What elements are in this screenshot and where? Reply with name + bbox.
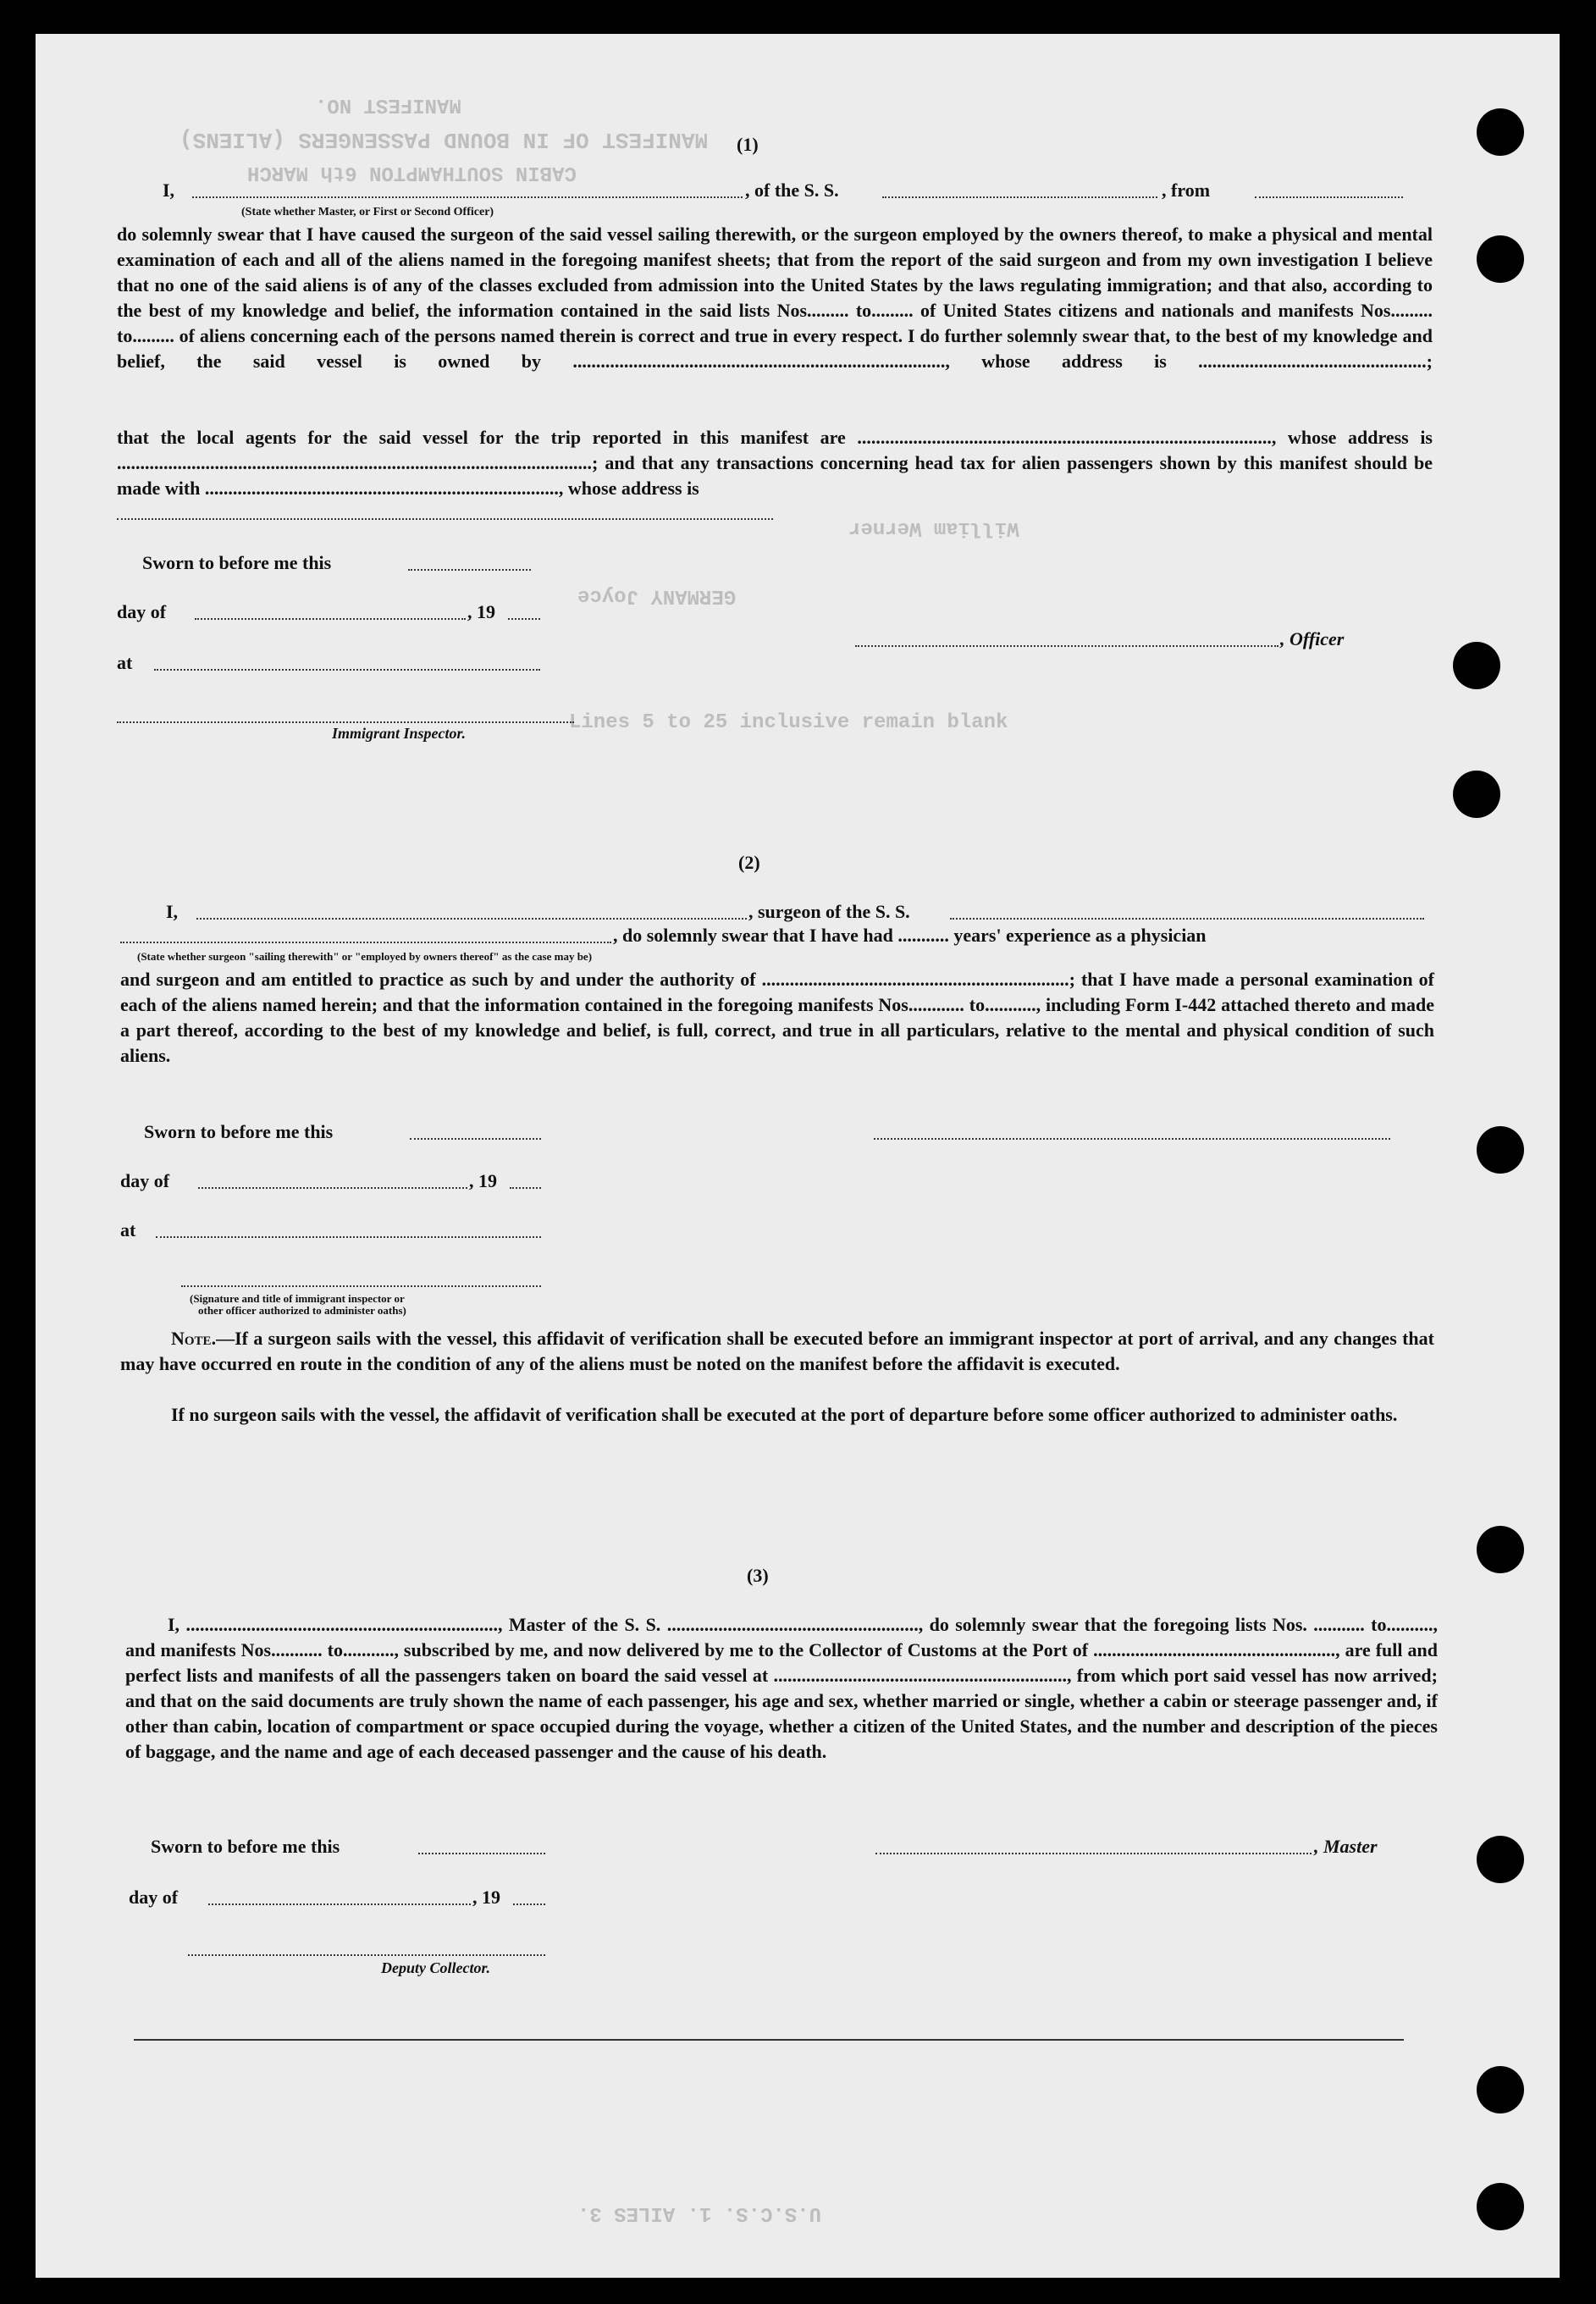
- section-1-of-ss-label: , of the S. S.: [745, 180, 839, 201]
- section-3-master-label: , Master: [1314, 1836, 1378, 1857]
- year-blank: [508, 618, 540, 620]
- section-3-year-label: , 19: [472, 1887, 500, 1908]
- section-2-sworn-label: Sworn to before me this: [144, 1121, 334, 1142]
- punch-hole: [1477, 235, 1524, 283]
- month-blank: [195, 618, 466, 620]
- surgeon-signature-blank: [874, 1138, 1390, 1140]
- section-1-oath-paragraph: do solemnly swear that I have caused the surgeon of the said vessel sailing therewith, or the surgeon employed by the owners thereof, to make a physical and mental examination of each and all of the aliens named in the foregoing manifest sheets; that from the report of the said surgeon and from my own investigation I believe that no one of the said aliens is of any of the classes excluded from admission into the United States by the laws regulating immigration; and that also, according to the best of my knowledge and belief, the information contained in the said lists Nos......... to......... of United States citizens and nationals and manifests Nos......... to......... of aliens concerning each of the persons named therein is correct and true in every respect. I do further solemnly swear that, to the best of my knowledge and belief, the said vessel is owned by ................................................................................, whose address is .................................................;: [117, 224, 1433, 372]
- section-2-i-label: I,: [166, 901, 179, 922]
- note-label: Note.: [171, 1328, 217, 1349]
- bleed-through-text: Lines 5 to 25 inclusive remain blank: [569, 711, 1008, 734]
- from-port-blank: [1255, 196, 1403, 198]
- year-blank: [513, 1903, 545, 1905]
- section-3-day-of-label: day of: [129, 1887, 179, 1908]
- punch-hole: [1453, 642, 1500, 689]
- section-1-sworn-label: Sworn to before me this: [142, 552, 332, 573]
- section-2-sig-note-1: (Signature and title of immigrant inspector or: [190, 1292, 405, 1305]
- bottom-rule: [134, 2039, 1404, 2041]
- sworn-day-blank: [408, 569, 531, 571]
- punch-hole: [1477, 2066, 1524, 2113]
- note-text: —If a surgeon sails with the vessel, this affidavit of verification shall be executed before an immigrant inspector at port of arrival, and any changes that may have occurred en route in the condition of any of the aliens must be noted on the manifest before the affidavit is executed.: [120, 1328, 1434, 1374]
- punch-hole: [1477, 2183, 1524, 2230]
- master-signature-blank: [875, 1853, 1312, 1854]
- officer-signature-blank: [855, 645, 1278, 647]
- surgeon-status-blank: [120, 942, 611, 943]
- month-blank: [198, 1187, 467, 1189]
- section-1-state-note: (State whether Master, or First or Second Officer): [241, 206, 494, 218]
- section-1-agents-paragraph: that the local agents for the said vessel for the trip reported in this manifest are ........................................................................................., whose address is ......................................................................................................; and that any transactions concerning head tax for alien passengers shown by this manifest should be made with ............................................................................, whose address is: [117, 427, 1433, 499]
- section-2-note-paragraph: [120, 1326, 1434, 1377]
- section-1-inspector-label: Immigrant Inspector.: [332, 725, 467, 742]
- ship-name-blank: [882, 196, 1157, 198]
- document-page: [36, 34, 1560, 2278]
- section-2-note-paragraph-2: If no surgeon sails with the vessel, the affidavit of verification shall be executed at the port of departure before some officer authorized to administer oaths.: [171, 1404, 1398, 1425]
- section-1-year-label: , 19: [467, 601, 495, 622]
- section-2-at-label: at: [120, 1219, 136, 1240]
- bleed-through-text: MANIFEST OF IN BOUND PASSENGERS (ALIENS): [179, 127, 709, 152]
- section-2-swear-label: , do solemnly swear that I have had ........... years' experience as a physician: [613, 925, 1207, 946]
- bleed-through-text: CABIN SOUTHAMPTON 6th MARCH: [247, 161, 577, 184]
- section-3-sworn-label: Sworn to before me this: [151, 1836, 340, 1857]
- section-3-deputy-label: Deputy Collector.: [381, 1959, 490, 1976]
- punch-hole: [1477, 1836, 1524, 1883]
- section-2-oath-paragraph: and surgeon and am entitled to practice as such by and under the authority of ..................................................................; that I have made a personal examination of each of the aliens named herein; and that the information contained in the foregoing manifests Nos............ to..........., including Form I-442 attached thereto and made a part thereof, according to the best of my knowledge and belief, is full, correct, and true in all particulars, relative to the mental and physical condition of such aliens.: [120, 969, 1434, 1066]
- inspector-signature-blank: [117, 721, 574, 723]
- section-3-oath-paragraph: I, ..................................................................., Master of the S. S. ......................................................, do solemnly swear that the foregoing lists Nos. ........... to.........., and manifests Nos........... to..........., subscribed by me, and now delivered by me to the Collector of Customs at the Port of ...................................................., are full and perfect lists and manifests of all the passengers taken on board the said vessel at ..............................................................., from which port said vessel has now arrived; and that on the said documents are truly shown the name of each passenger, his age and sex, whether married or single, whether a cabin or steerage passenger and, if other than cabin, location of compartment or space occupied during the voyage, whether a citizen of the United States, and the number and description of the pieces of baggage, and the name and age of each deceased passenger and the cause of his death.: [125, 1614, 1438, 1762]
- section-2-surgeon-label: , surgeon of the S. S.: [748, 901, 910, 922]
- punch-hole: [1453, 771, 1500, 818]
- section-1-day-of-label: day of: [117, 601, 167, 622]
- punch-hole: [1477, 1126, 1524, 1174]
- sworn-day-blank: [410, 1138, 541, 1140]
- address-blank: [117, 518, 773, 520]
- punch-hole: [1477, 108, 1524, 156]
- place-blank: [156, 1236, 541, 1238]
- section-2-number: (2): [738, 852, 760, 873]
- section-1-number: (1): [737, 134, 759, 155]
- surgeon-name-blank: [196, 918, 747, 920]
- year-blank: [510, 1187, 541, 1189]
- section-1-i-label: I,: [163, 180, 175, 201]
- bleed-through-text: GERMANY Joyce: [577, 584, 737, 607]
- section-2-state-note: (State whether surgeon "sailing therewith" or "employed by owners thereof" as the case may be): [137, 950, 593, 963]
- section-1-officer-label: , Officer: [1280, 628, 1345, 649]
- month-blank: [208, 1903, 471, 1905]
- section-3-number: (3): [747, 1565, 769, 1586]
- inspector-signature-blank: [181, 1285, 541, 1287]
- deputy-signature-blank: [188, 1954, 545, 1956]
- place-blank: [154, 669, 540, 671]
- section-2-sig-note-2: other officer authorized to administer oaths): [198, 1304, 406, 1317]
- punch-hole: [1477, 1526, 1524, 1573]
- section-2-day-of-label: day of: [120, 1170, 170, 1191]
- bleed-through-text: William Werner: [848, 517, 1019, 539]
- sworn-day-blank: [418, 1853, 545, 1854]
- bleed-through-text: MANIFEST NO.: [315, 93, 461, 116]
- section-2-year-label: , 19: [469, 1170, 497, 1191]
- master-name-blank: [192, 196, 743, 198]
- section-1-from-label: , from: [1162, 180, 1211, 201]
- bleed-through-text: U.S.C.S. 1. AILES 3.: [577, 2202, 822, 2224]
- section-1-at-label: at: [117, 652, 133, 673]
- surgeon-ship-blank: [950, 918, 1424, 920]
